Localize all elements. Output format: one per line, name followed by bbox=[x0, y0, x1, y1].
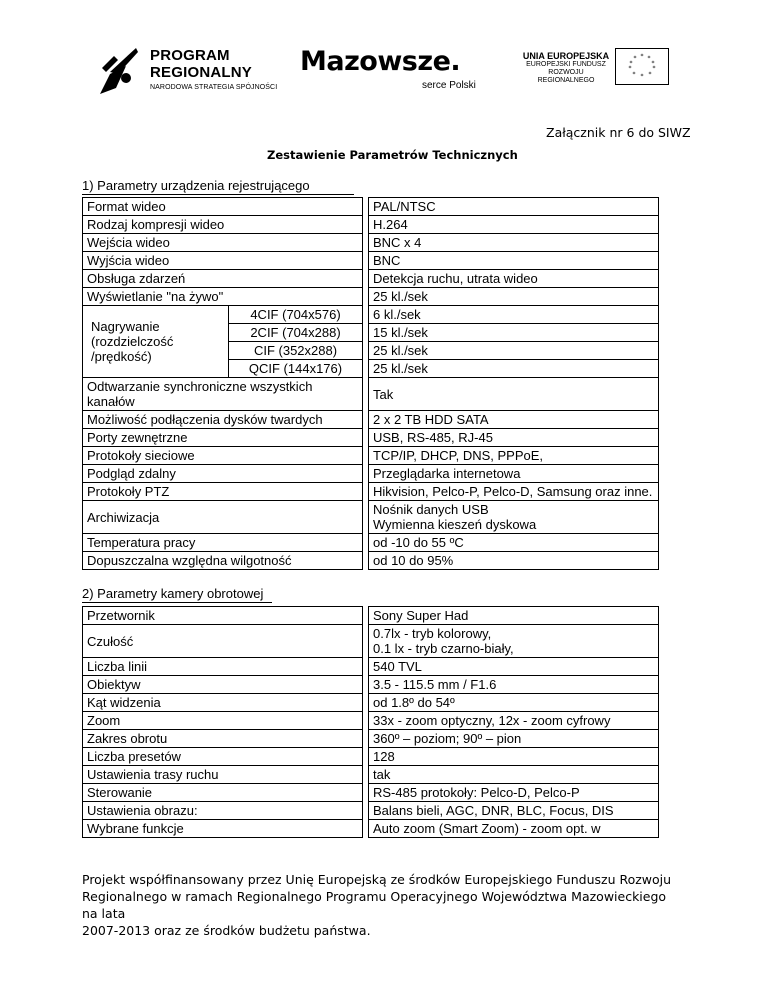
recording-label bbox=[83, 306, 229, 378]
recording-rate: 6 kl./sek bbox=[369, 306, 659, 324]
param-label: Obsługa zdarzeń bbox=[83, 270, 363, 288]
recording-label-line3: /prędkość) bbox=[91, 349, 152, 364]
param-label: Wybrane funkcje bbox=[83, 820, 363, 838]
svg-text:*: * bbox=[632, 71, 636, 78]
recorder-parameters-table bbox=[82, 197, 659, 570]
sensitivity-line1: 0.7lx - tryb kolorowy, bbox=[373, 626, 492, 641]
param-value: od 10 do 95% bbox=[369, 552, 659, 570]
param-label: Temperatura pracy bbox=[83, 534, 363, 552]
section1-title-underline bbox=[82, 194, 354, 195]
param-value: 33x - zoom optyczny, 12x - zoom cyfrowy bbox=[369, 712, 659, 730]
program-line2: REGIONALNY bbox=[150, 64, 253, 81]
svg-text:*: * bbox=[648, 71, 652, 78]
funding-footer bbox=[82, 871, 672, 939]
table-row bbox=[83, 270, 659, 288]
recording-rate: 25 kl./sek bbox=[369, 360, 659, 378]
param-label: Dopuszczalna względna wilgotność bbox=[83, 552, 363, 570]
svg-text:*: * bbox=[629, 60, 633, 67]
param-value: Detekcja ruchu, utrata wideo bbox=[369, 270, 659, 288]
param-label: Przetwornik bbox=[83, 607, 363, 625]
param-label: Wejścia wideo bbox=[83, 234, 363, 252]
param-value: Auto zoom (Smart Zoom) - zoom opt. w bbox=[369, 820, 659, 838]
param-label: Protokoły PTZ bbox=[83, 483, 363, 501]
param-value: Przeglądarka internetowa bbox=[369, 465, 659, 483]
program-line1: PROGRAM bbox=[150, 47, 230, 64]
param-label: Zakres obrotu bbox=[83, 730, 363, 748]
sync-playback-label bbox=[83, 378, 363, 411]
param-label: Kąt widzenia bbox=[83, 694, 363, 712]
program-regionalny-logo-icon bbox=[96, 44, 142, 96]
param-label: Liczba presetów bbox=[83, 748, 363, 766]
param-value: RS-485 protokoły: Pelco-D, Pelco-P bbox=[369, 784, 659, 802]
program-line3: NARODOWA STRATEGIA SPÓJNOŚCI bbox=[150, 84, 278, 91]
sensitivity-line2: 0.1 lx - tryb czarno-biały, bbox=[373, 641, 514, 656]
svg-text:*: * bbox=[640, 53, 644, 60]
param-label: Ustawienia trasy ruchu bbox=[83, 766, 363, 784]
section1-title: 1) Parametry urządzenia rejestrującego bbox=[82, 178, 310, 193]
table-row bbox=[83, 483, 659, 501]
param-label: Format wideo bbox=[83, 198, 363, 216]
sync-label-line1: Odtwarzanie synchroniczne wszystkich bbox=[87, 379, 313, 394]
sync-label-line2: kanałów bbox=[87, 394, 135, 409]
param-label: Możliwość podłączenia dysków twardych bbox=[83, 411, 363, 429]
recording-rate: 25 kl./sek bbox=[369, 342, 659, 360]
recording-label-line1: Nagrywanie bbox=[91, 319, 160, 334]
param-label: Protokoły sieciowe bbox=[83, 447, 363, 465]
param-value: TCP/IP, DHCP, DNS, PPPoE, bbox=[369, 447, 659, 465]
sync-playback-value: Tak bbox=[369, 378, 659, 411]
table-row bbox=[83, 784, 659, 802]
param-value: 360º – poziom; 90º – pion bbox=[369, 730, 659, 748]
table-row bbox=[83, 748, 659, 766]
eu-flag-icon bbox=[615, 48, 669, 85]
svg-text:*: * bbox=[633, 55, 637, 62]
eu-line1: UNIA EUROPEJSKA bbox=[522, 51, 610, 61]
archive-value bbox=[369, 501, 659, 534]
svg-text:*: * bbox=[640, 73, 644, 80]
table-row bbox=[83, 712, 659, 730]
table-row bbox=[83, 501, 659, 534]
param-value: H.264 bbox=[369, 216, 659, 234]
table-row bbox=[83, 730, 659, 748]
param-value: 540 TVL bbox=[369, 658, 659, 676]
table-row bbox=[83, 820, 659, 838]
param-value: BNC bbox=[369, 252, 659, 270]
table-row bbox=[83, 676, 659, 694]
param-value: Sony Super Had bbox=[369, 607, 659, 625]
table-row bbox=[83, 625, 659, 658]
table-row bbox=[83, 216, 659, 234]
param-value: USB, RS-485, RJ-45 bbox=[369, 429, 659, 447]
param-value: tak bbox=[369, 766, 659, 784]
param-label: Sterowanie bbox=[83, 784, 363, 802]
recording-resolution: 2CIF (704x288) bbox=[229, 324, 363, 342]
recording-resolution: CIF (352x288) bbox=[229, 342, 363, 360]
sensitivity-label: Czułość bbox=[83, 625, 363, 658]
table-row bbox=[83, 411, 659, 429]
eu-line3: ROZWOJU REGIONALNEGO bbox=[537, 69, 595, 85]
table-row bbox=[83, 306, 659, 324]
recording-rate: 15 kl./sek bbox=[369, 324, 659, 342]
table-row bbox=[83, 465, 659, 483]
param-label: Wyświetlanie "na żywo" bbox=[83, 288, 363, 306]
attachment-label: Załącznik nr 6 do SIWZ bbox=[546, 125, 691, 140]
param-value: PAL/NTSC bbox=[369, 198, 659, 216]
mazowsze-logo: Mazowsze. bbox=[300, 46, 461, 77]
param-label: Podgląd zdalny bbox=[83, 465, 363, 483]
param-value: od 1.8º do 54º bbox=[369, 694, 659, 712]
param-value: 128 bbox=[369, 748, 659, 766]
table-row bbox=[83, 429, 659, 447]
param-value: 3.5 - 115.5 mm / F1.6 bbox=[369, 676, 659, 694]
table-row bbox=[83, 766, 659, 784]
footer-line2: Regionalnego w ramach Regionalnego Programu Operacyjnego Województwa Mazowieckiego na lata bbox=[82, 889, 667, 921]
param-label: Wyjścia wideo bbox=[83, 252, 363, 270]
table-row bbox=[83, 378, 659, 411]
eu-line2: EUROPEJSKI FUNDUSZ bbox=[526, 61, 606, 69]
table-row bbox=[83, 198, 659, 216]
table-row bbox=[83, 234, 659, 252]
param-value: od -10 do 55 ºC bbox=[369, 534, 659, 552]
footer-line3: 2007-2013 oraz ze środków budżetu państwa. bbox=[82, 923, 371, 938]
svg-text:*: * bbox=[652, 65, 656, 72]
archive-value-line1: Nośnik danych USB bbox=[373, 502, 489, 517]
param-value: Hikvision, Pelco-P, Pelco-D, Samsung oraz inne. bbox=[369, 483, 659, 501]
param-label: Ustawienia obrazu: bbox=[83, 802, 363, 820]
param-label: Zoom bbox=[83, 712, 363, 730]
table-row bbox=[83, 534, 659, 552]
table-row bbox=[83, 607, 659, 625]
section2-title: 2) Parametry kamery obrotowej bbox=[82, 586, 264, 601]
table-row bbox=[83, 694, 659, 712]
param-label: Liczba linii bbox=[83, 658, 363, 676]
table-row bbox=[83, 802, 659, 820]
sensitivity-value bbox=[369, 625, 659, 658]
document-title: Zestawienie Parametrów Technicznych bbox=[267, 148, 518, 162]
eu-text bbox=[520, 51, 612, 85]
table-row bbox=[83, 658, 659, 676]
table-row bbox=[83, 552, 659, 570]
param-value: Balans bieli, AGC, DNR, BLC, Focus, DIS bbox=[369, 802, 659, 820]
archive-value-line2: Wymienna kieszeń dyskowa bbox=[373, 517, 537, 532]
param-label: Rodzaj kompresji wideo bbox=[83, 216, 363, 234]
param-value: BNC x 4 bbox=[369, 234, 659, 252]
footer-line1: Projekt współfinansowany przez Unię Europejską ze środków Europejskiego Funduszu Rozwoju bbox=[82, 872, 672, 887]
section2-title-underline bbox=[82, 602, 272, 603]
param-label: Porty zewnętrzne bbox=[83, 429, 363, 447]
table-row bbox=[83, 447, 659, 465]
serce-polski-text: serce Polski bbox=[422, 80, 476, 91]
svg-text:*: * bbox=[628, 65, 632, 72]
recording-label-line2: (rozdzielczość bbox=[91, 334, 174, 349]
param-label: Obiektyw bbox=[83, 676, 363, 694]
param-value: 25 kl./sek bbox=[369, 288, 659, 306]
svg-text:*: * bbox=[651, 60, 655, 67]
program-regionalny-logo bbox=[150, 48, 277, 91]
recording-resolution: QCIF (144x176) bbox=[229, 360, 363, 378]
param-value: 2 x 2 TB HDD SATA bbox=[369, 411, 659, 429]
table-row bbox=[83, 288, 659, 306]
svg-text:*: * bbox=[647, 55, 651, 62]
archive-label: Archiwizacja bbox=[83, 501, 363, 534]
table-row bbox=[83, 252, 659, 270]
recording-resolution: 4CIF (704x576) bbox=[229, 306, 363, 324]
camera-parameters-table bbox=[82, 606, 659, 838]
